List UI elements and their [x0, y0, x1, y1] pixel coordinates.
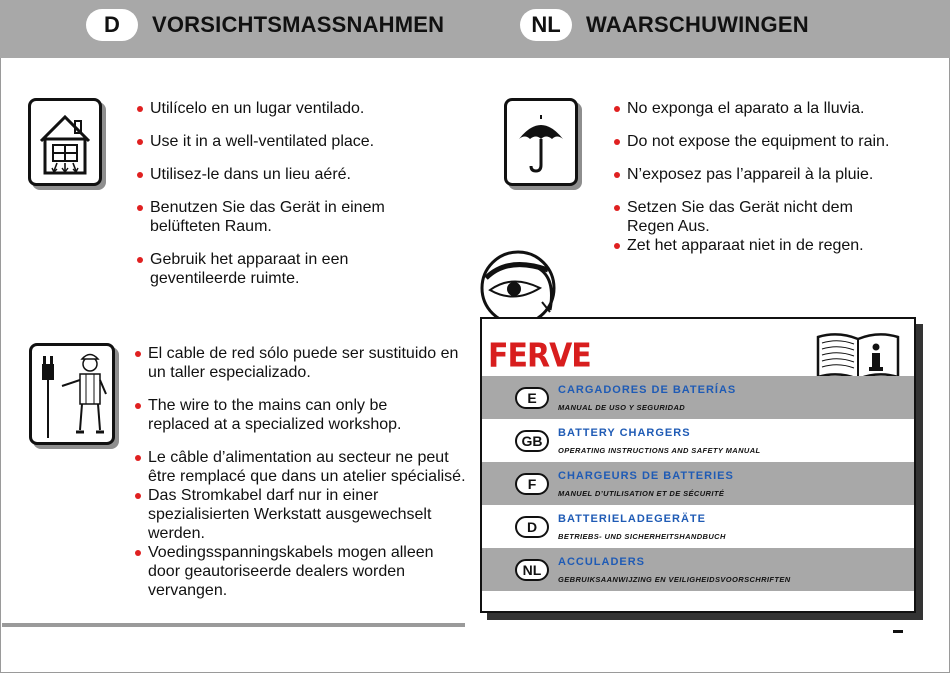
list-item: Utilícelo en un lugar ventilado.	[137, 99, 437, 118]
language-code-badge: GB	[515, 430, 549, 452]
language-code-badge: D	[515, 516, 549, 538]
section-divider	[2, 623, 465, 627]
umbrella-icon	[504, 98, 578, 186]
language-row-dutch	[482, 548, 914, 591]
language-row-french	[482, 462, 914, 505]
language-title: ACCULADERS	[558, 556, 645, 568]
language-title: BATTERIELADEGERÄTE	[558, 513, 706, 525]
header-title-dutch: WAARSCHUWINGEN	[586, 12, 809, 37]
list-item: Le câble d’alimentation au secteur ne peut être remplacé que dans un atelier spécialisé.	[135, 448, 468, 486]
manual-cover	[480, 317, 916, 613]
language-row-english	[482, 419, 914, 462]
header-left-group	[86, 9, 444, 41]
ventilation-warnings	[137, 99, 437, 288]
language-subtitle: OPERATING INSTRUCTIONS AND SAFETY MANUAL	[558, 446, 761, 455]
list-item: Voedingsspanningskabels mogen alleen door geautoriseerde dealers worden vervangen.	[135, 543, 463, 600]
list-item: El cable de red sólo puede ser sustituido en un taller especializado.	[135, 344, 465, 382]
list-item: Setzen Sie das Gerät nicht dem Regen Aus.	[614, 198, 882, 236]
language-row-spanish	[482, 376, 914, 419]
header-right-group	[520, 9, 809, 41]
page-header	[0, 0, 950, 58]
list-item: Das Stromkabel darf nur in einer spezialisierten Werkstatt ausgewechselt werden.	[135, 486, 468, 543]
house-ventilation-icon	[28, 98, 102, 186]
language-code-badge: NL	[515, 559, 549, 581]
plug-technician-icon	[29, 343, 115, 445]
language-subtitle: BETRIEBS- UND SICHERHEITSHANDBUCH	[558, 532, 726, 541]
list-item: The wire to the mains can only be replaced at a specialized workshop.	[135, 396, 448, 434]
list-item: Utilisez-le dans un lieu aéré.	[137, 165, 437, 184]
language-code-badge: F	[515, 473, 549, 495]
language-title: CARGADORES DE BATERÍAS	[558, 384, 737, 396]
language-subtitle: MANUAL DE USO Y SEGURIDAD	[558, 403, 686, 412]
language-title: CHARGEURS DE BATTERIES	[558, 470, 734, 482]
list-item: Gebruik het apparaat in een geventileerde ruimte.	[137, 250, 405, 288]
cable-warnings	[135, 344, 465, 600]
eye-warning-icon	[478, 248, 564, 326]
list-item: Zet het apparaat niet in de regen.	[614, 236, 934, 255]
language-row-german	[482, 505, 914, 548]
list-item: Benutzen Sie das Gerät in einem belüfteten Raum.	[137, 198, 405, 236]
brand-logo: FERVE	[488, 337, 591, 376]
list-item: No exponga el aparato a la lluvia.	[614, 99, 934, 118]
list-item: N’exposez pas l’appareil à la pluie.	[614, 165, 934, 184]
page-marker	[893, 630, 903, 633]
language-code-badge: NL	[520, 9, 572, 41]
info-book-icon	[814, 329, 902, 381]
language-code-badge: E	[515, 387, 549, 409]
language-title: BATTERY CHARGERS	[558, 427, 691, 439]
header-title-german: VORSICHTSMASSNAHMEN	[152, 12, 445, 37]
list-item: Use it in a well-ventilated place.	[137, 132, 437, 151]
language-code-badge: D	[86, 9, 138, 41]
language-subtitle: MANUEL D’UTILISATION ET DE SÉCURITÉ	[558, 489, 725, 498]
rain-warnings	[614, 99, 934, 255]
language-subtitle: GEBRUIKSAANWIJZING EN VEILIGHEIDSVOORSCHRIFTEN	[558, 575, 791, 584]
list-item: Do not expose the equipment to rain.	[614, 132, 934, 151]
